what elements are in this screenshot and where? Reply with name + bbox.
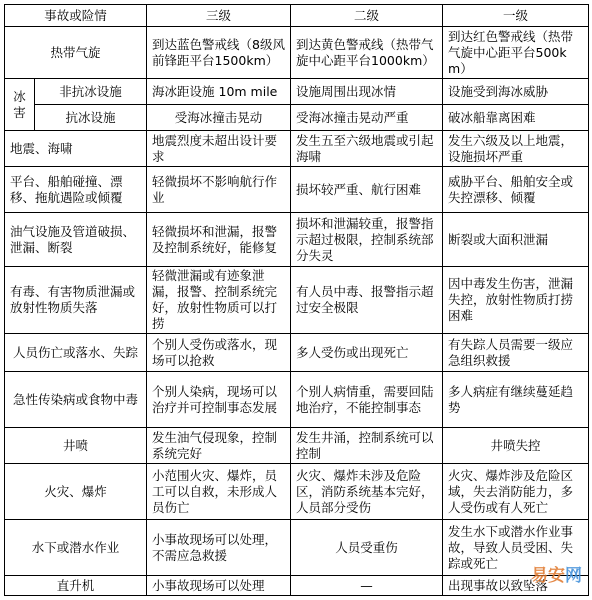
level1-cell: 多人病症有继续蔓延趋势	[443, 372, 589, 428]
event-cell: 直升机	[5, 576, 147, 596]
header-level1: 一级	[443, 5, 589, 27]
event-cell: 人员伤亡或落水、失踪	[5, 334, 147, 372]
table-row	[5, 464, 589, 520]
table-row	[5, 105, 589, 131]
accident-level-table	[4, 4, 589, 596]
level2-cell: 到达黄色警戒线（热带气旋中心距平台1000km）	[291, 27, 443, 79]
level1-cell: 火灾、爆炸涉及危险区域，失去消防能力，多人受伤或有人死亡	[443, 464, 589, 520]
level3-cell: 个别人染病，现场可以治疗并可控制事态发展	[147, 372, 291, 428]
level2-cell: 受海冰撞击晃动严重	[291, 105, 443, 131]
event-cell: 平台、船舶碰撞、漂移、拖航遇险或倾覆	[5, 167, 147, 213]
level2-cell: 发生井涌，控制系统可以控制	[291, 428, 443, 464]
event-cell: 有毒、有害物质泄漏或放射性物质失落	[5, 267, 147, 334]
event-cell: 热带气旋	[5, 27, 147, 79]
level2-cell: —	[291, 576, 443, 596]
level2-cell: 设施周围出现冰情	[291, 79, 443, 105]
level1-cell: 设施受到海冰威胁	[443, 79, 589, 105]
table-row	[5, 27, 589, 79]
level1-cell: 破冰船靠离困难	[443, 105, 589, 131]
event-cell: 抗冰设施	[35, 105, 147, 131]
level1-cell: 到达红色警戒线（热带气旋中心距平台500km）	[443, 27, 589, 79]
header-event: 事故或险情	[5, 5, 147, 27]
level3-cell: 个别人受伤或落水，现场可以抢救	[147, 334, 291, 372]
level2-cell: 有人员中毒、报警指示超过安全极限	[291, 267, 443, 334]
level3-cell: 受海冰撞击晃动	[147, 105, 291, 131]
event-cell: 火灾、爆炸	[5, 464, 147, 520]
site-watermark-logo	[531, 561, 582, 586]
table-row	[5, 131, 589, 167]
level3-cell: 海冰距设施 10m mile	[147, 79, 291, 105]
level1-cell: 威胁平台、船舶安全或失控漂移、倾覆	[443, 167, 589, 213]
table-row	[5, 167, 589, 213]
level3-cell: 小范围火灾、爆炸，员工可以自救，未形成人员伤亡	[147, 464, 291, 520]
level3-cell: 发生油气侵现象，控制系统完好	[147, 428, 291, 464]
event-cell: 井喷	[5, 428, 147, 464]
table-row	[5, 334, 589, 372]
level3-cell: 小事故现场可以处理，不需应急救援	[147, 520, 291, 576]
watermark-text-1: 易安	[531, 566, 565, 586]
level2-cell: 损坏和泄漏较重，报警指示超过极限，控制系统部分失灵	[291, 213, 443, 267]
table-row	[5, 428, 589, 464]
event-cell: 油气设施及管道破损、泄漏、断裂	[5, 213, 147, 267]
level2-cell: 个别人病情重，需要回陆地治疗，不能控制事态	[291, 372, 443, 428]
level3-cell: 地震烈度未超出设计要求	[147, 131, 291, 167]
level2-cell: 人员受重伤	[291, 520, 443, 576]
level2-cell: 发生五至六级地震或引起海啸	[291, 131, 443, 167]
table-row	[5, 79, 589, 105]
level3-cell: 到达蓝色警戒线（8级风前锋距平台1500km）	[147, 27, 291, 79]
event-cell: 非抗冰设施	[35, 79, 147, 105]
ice-hazard-group-cell: 冰害	[5, 79, 35, 131]
level1-cell: 有失踪人员需要一级应急组织救援	[443, 334, 589, 372]
level3-cell: 轻微泄漏或有迹象泄漏，报警、控制系统完好，放射性物质可以打捞	[147, 267, 291, 334]
table-row	[5, 213, 589, 267]
event-cell: 水下或潜水作业	[5, 520, 147, 576]
table-row	[5, 267, 589, 334]
level3-cell: 轻微损坏不影响航行作业	[147, 167, 291, 213]
level1-cell: 井喷失控	[443, 428, 589, 464]
header-level3: 三级	[147, 5, 291, 27]
level1-cell: 出现事故以致坠落	[443, 576, 589, 596]
header-row	[5, 5, 589, 27]
event-cell: 急性传染病或食物中毒	[5, 372, 147, 428]
table-row	[5, 372, 589, 428]
level1-cell: 发生六级及以上地震，设施损坏严重	[443, 131, 589, 167]
header-level2: 二级	[291, 5, 443, 27]
level1-cell: 断裂或大面积泄漏	[443, 213, 589, 267]
level1-cell: 发生水下或潜水作业事故，导致人员受困、失踪或死亡	[443, 520, 589, 576]
event-cell: 地震、海啸	[5, 131, 147, 167]
level3-cell: 轻微损坏和泄漏，报警及控制系统好，能修复	[147, 213, 291, 267]
watermark-text-2: 网	[565, 566, 582, 586]
table-row	[5, 520, 589, 576]
level1-cell: 因中毒发生伤害，泄漏失控，放射性物质打捞困难	[443, 267, 589, 334]
level3-cell: 小事故现场可以处理	[147, 576, 291, 596]
table-row	[5, 576, 589, 596]
level2-cell: 火灾、爆炸未涉及危险区，消防系统基本完好，人员部分受伤	[291, 464, 443, 520]
level2-cell: 损坏较严重、航行困难	[291, 167, 443, 213]
level2-cell: 多人受伤或出现死亡	[291, 334, 443, 372]
